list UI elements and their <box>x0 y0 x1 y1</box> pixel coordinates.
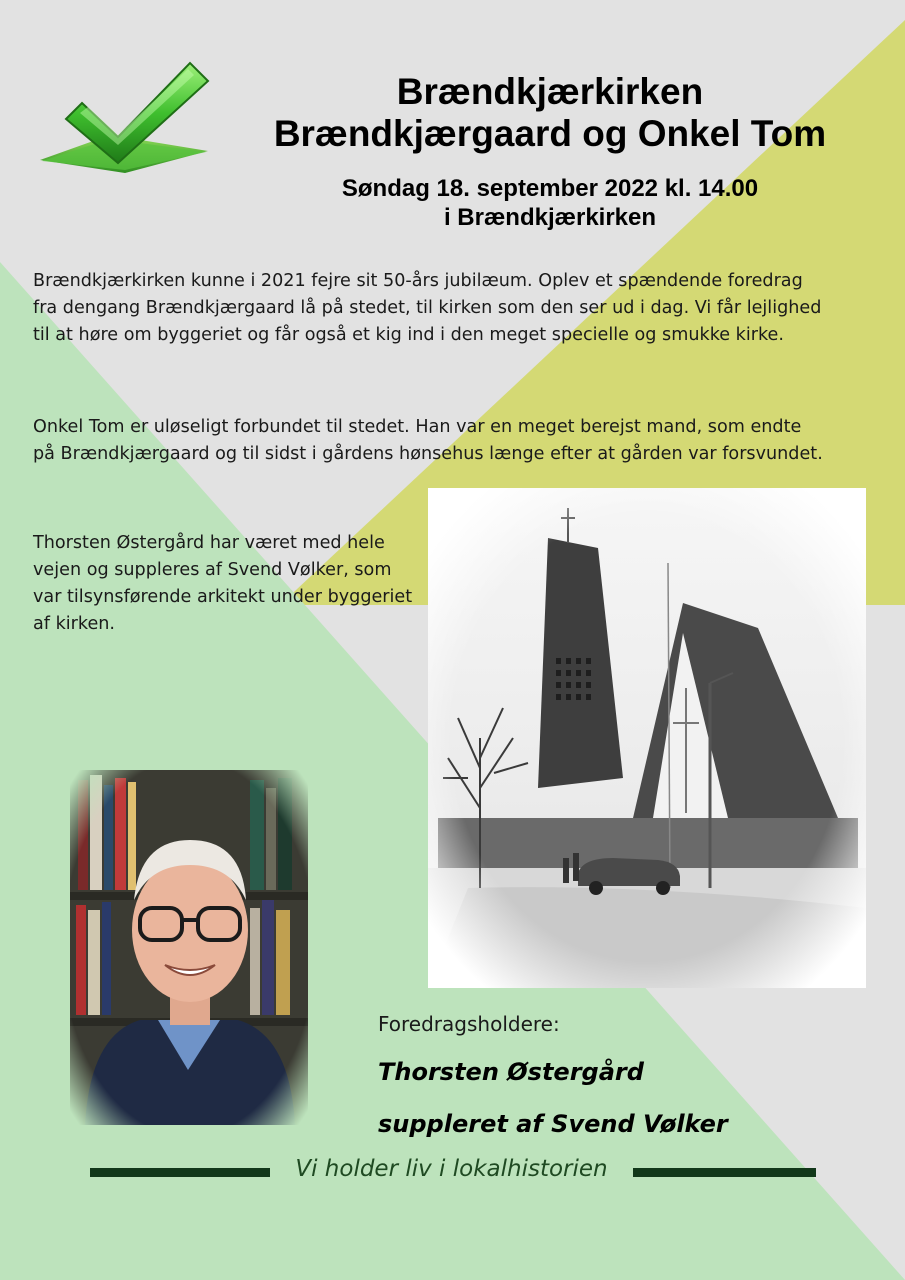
right-divider-bar <box>633 1168 816 1177</box>
event-location: i Brændkjærkirken <box>443 204 657 231</box>
slogan: Vi holder liv i lokalhistorien <box>295 1156 608 1182</box>
left-divider-bar <box>90 1168 270 1177</box>
church-photo <box>428 488 866 988</box>
speakers-paragraph: Thorsten Østergård har været med hele vejen og suppleres af Svend Vølker, som var tilsynsførende arkitekt under byggeriet af kirken. <box>33 533 413 634</box>
green-checkmark-icon <box>30 55 220 180</box>
event-date: Søndag 18. september 2022 kl. 14.00 <box>341 175 759 202</box>
title-line-1: Brændkjærkirken <box>396 71 704 112</box>
onkel-tom-paragraph: Onkel Tom er uløseligt forbundet til stedet. Han var en meget berejst mand, som endte på Brændkjærgaard og til sidst i gårdens hønsehus længe efter at gården var forsvundet. <box>33 417 823 464</box>
speaker-main-name: Thorsten Østergård <box>378 1058 644 1086</box>
title-line-2: Brændkjærgaard og Onkel Tom <box>273 113 827 154</box>
speaker-secondary-name: suppleret af Svend Vølker <box>378 1110 728 1138</box>
speaker-portrait-photo <box>70 770 308 1125</box>
intro-paragraph: Brændkjærkirken kunne i 2021 fejre sit 50-års jubilæum. Oplev et spændende foredrag fra dengang Brændkjærgaard lå på stedet, til kirken som den ser ud i dag. Vi får lejlighed til at høre om byggeriet og får også et kig ind i den meget specielle og smukke kirke. <box>33 271 822 345</box>
speakers-label: Foredragsholdere: <box>378 1012 560 1036</box>
